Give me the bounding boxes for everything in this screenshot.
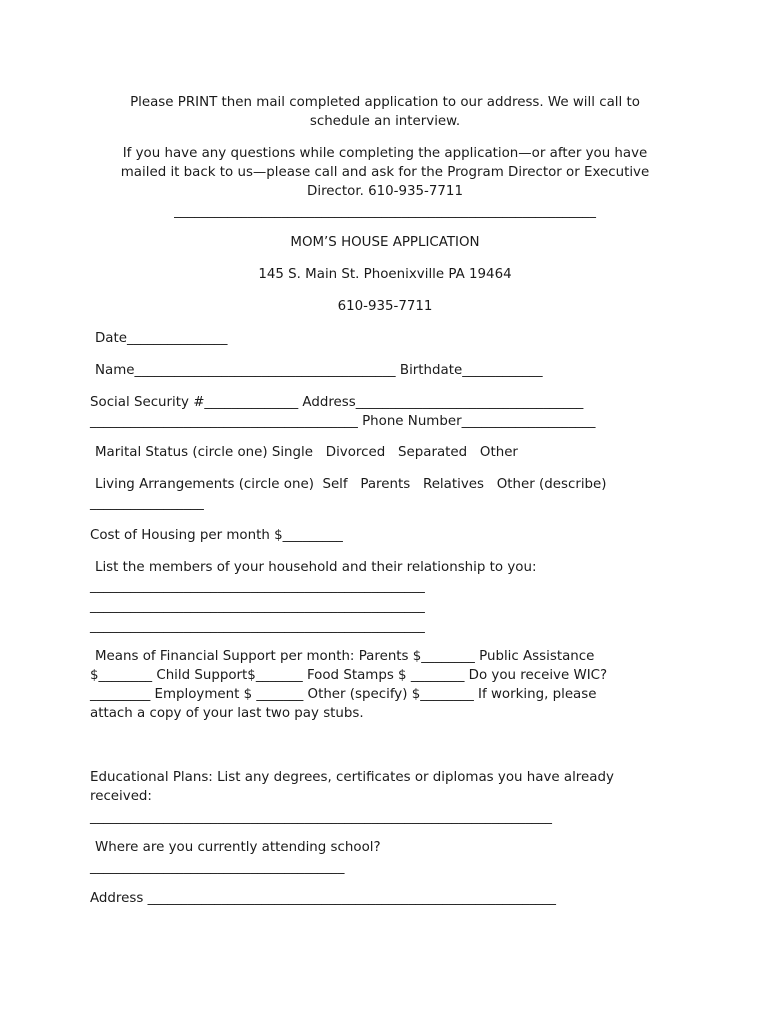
school-address-field[interactable]: Address _____________________________________________________________: [90, 891, 556, 906]
organization-address: 145 S. Main St. Phoenixville PA 19464: [258, 267, 512, 282]
school-prompt: Where are you currently attending school?: [95, 840, 381, 855]
name-birthdate-field[interactable]: Name_______________________________________ Birthdate____________: [95, 363, 543, 378]
household-line[interactable]: __________________________________________________: [90, 599, 425, 614]
housing-cost-field[interactable]: Cost of Housing per month $_________: [90, 528, 343, 543]
contact-instructions: If you have any questions while completing the application—or after you have: [122, 146, 648, 161]
contact-instructions: Director. 610-935-7711: [307, 184, 463, 199]
date-field[interactable]: Date_______________: [95, 331, 228, 346]
divider-rule: _______________________________________________________________: [174, 204, 596, 219]
phone-number-field[interactable]: ________________________________________ Phone Number____________________: [90, 414, 596, 429]
page-title: MOM’S HOUSE APPLICATION: [290, 235, 480, 250]
educational-plans-prompt: Educational Plans: List any degrees, certificates or diplomas you have already: [90, 770, 614, 785]
school-field[interactable]: ______________________________________: [90, 860, 345, 875]
household-line[interactable]: __________________________________________________: [90, 579, 425, 594]
marital-status-options[interactable]: Marital Status (circle one) Single Divorced Separated Other: [95, 445, 518, 460]
financial-support-field[interactable]: _________ Employment $ _______ Other (specify) $________ If working, please: [90, 687, 597, 702]
educational-plans-field[interactable]: _____________________________________________________________________: [90, 810, 552, 825]
living-arrangements-describe-field[interactable]: _________________: [90, 496, 204, 511]
educational-plans-prompt: received:: [90, 789, 152, 804]
household-prompt: List the members of your household and their relationship to you:: [95, 560, 537, 575]
household-line[interactable]: __________________________________________________: [90, 619, 425, 634]
intro-line: schedule an interview.: [309, 114, 461, 129]
organization-phone: 610-935-7711: [337, 299, 433, 314]
ssn-address-field[interactable]: Social Security #______________ Address__________________________________: [90, 395, 584, 410]
financial-support-field[interactable]: Means of Financial Support per month: Parents $________ Public Assistance: [95, 649, 595, 664]
financial-support-field[interactable]: $________ Child Support$_______ Food Stamps $ ________ Do you receive WIC?: [90, 668, 608, 683]
intro-line: Please PRINT then mail completed application to our address. We will call to: [130, 95, 640, 110]
living-arrangements-options[interactable]: Living Arrangements (circle one) Self Parents Relatives Other (describe): [95, 477, 607, 492]
pay-stubs-note: attach a copy of your last two pay stubs.: [90, 706, 364, 721]
contact-instructions: mailed it back to us—please call and ask for the Program Director or Executive: [120, 165, 650, 180]
